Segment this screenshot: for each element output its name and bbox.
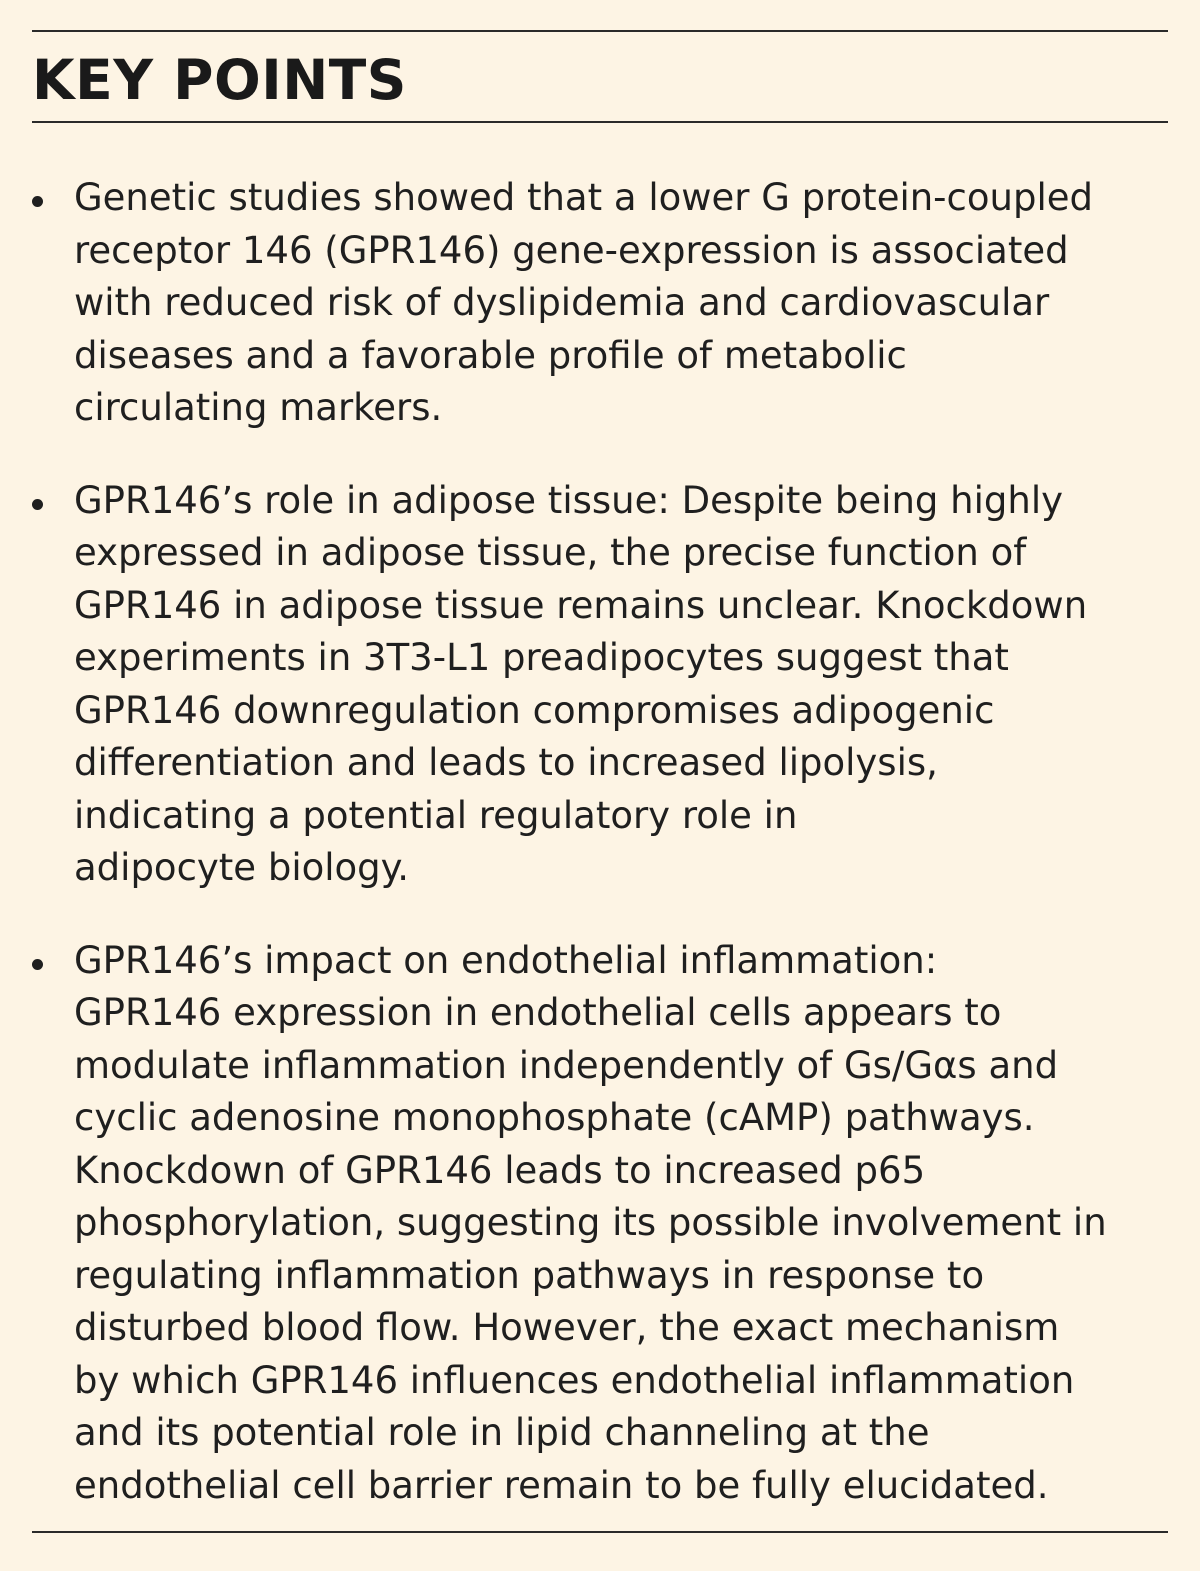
key-point-text: Genetic studies showed that a lower G protein-coupled receptor 146 (GPR146) gene-expression is associated with reduced risk of dyslipidemia and cardiovascular diseases and a favorable profile of metabolic circulating markers. — [74, 176, 1093, 429]
bullet-icon — [32, 499, 43, 510]
list-item — [32, 172, 1168, 435]
bullet-icon — [32, 196, 43, 207]
list-item — [32, 935, 1168, 1513]
key-point-text: GPR146’s role in adipose tissue: Despite being highly expressed in adipose tissue, the precise function of GPR146 in adipose tissue remains unclear. Knockdown experiments in 3T3-L1 preadipocytes suggest that GPR146 downregulation compromises adipogenic differentiation and leads to increased lipolysis, indicating a potential regulatory role in adipocyte biology. — [74, 478, 1088, 889]
bullet-icon — [32, 959, 43, 970]
key-points-list — [32, 172, 1168, 1552]
box-title: KEY POINTS — [32, 48, 407, 112]
top-divider — [32, 30, 1168, 32]
key-point-text: GPR146’s impact on endothelial inflammation: GPR146 expression in endothelial cells appears to modulate inflammation independently of Gs/Gαs and cyclic adenosine monophosphate (cAMP) pathways. Knockdown of GPR146 leads to increased p65 phosphorylation, suggesting its possible involvement in regulating inflammation pathways in response to disturbed blood flow. However, the exact mechanism by which GPR146 influences endothelial inflammation and its potential role in lipid channeling at the endothelial cell barrier remain to be fully elucidated. — [74, 938, 1107, 1507]
list-item — [32, 475, 1168, 895]
title-divider — [32, 121, 1168, 123]
bottom-divider — [32, 1531, 1168, 1533]
